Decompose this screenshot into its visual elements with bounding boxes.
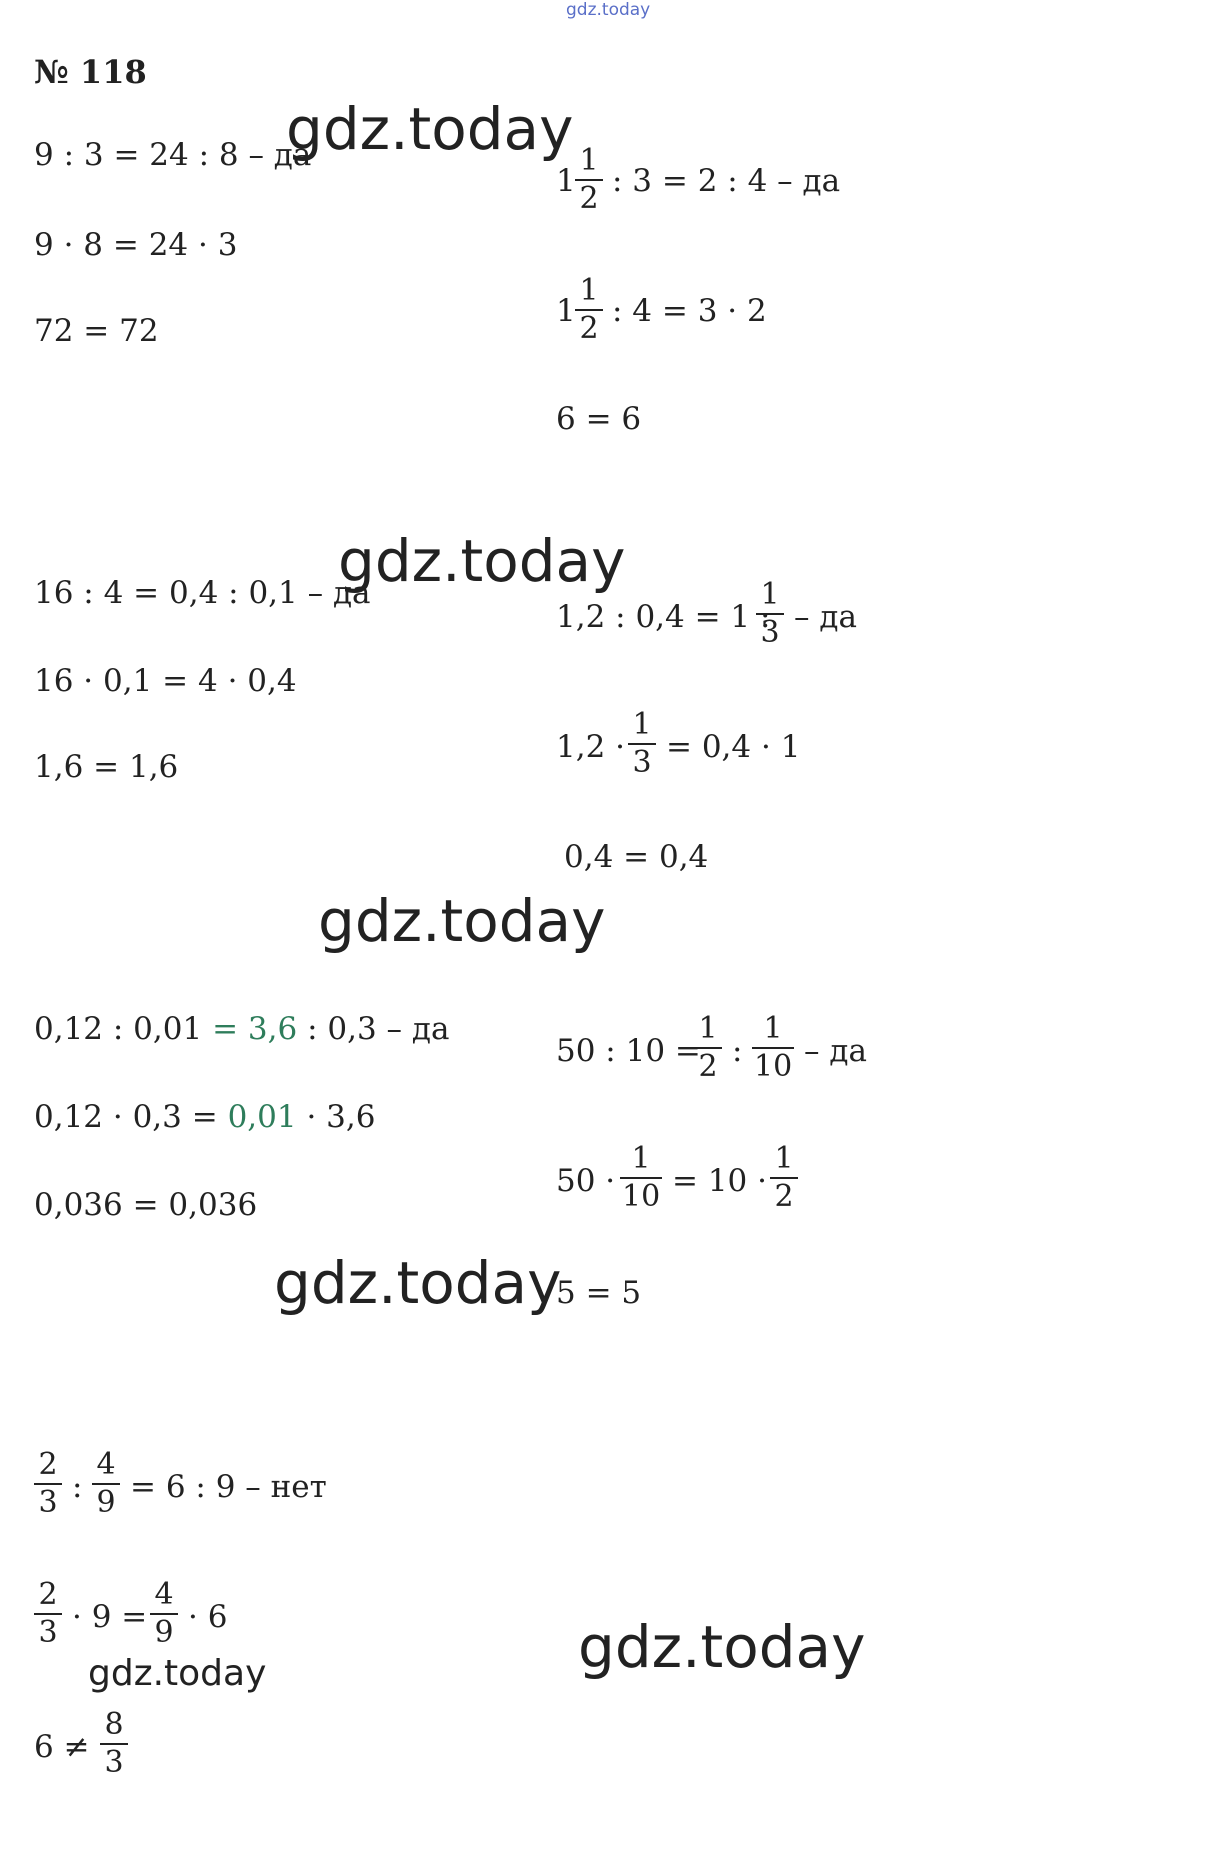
block2-right-l3: 0,4 = 0,4 (564, 839, 709, 875)
fraction: 1 2 (575, 276, 603, 344)
block4-l2-post: · 6 (188, 1599, 228, 1635)
block2-right-l2-pre: 1,2 · (556, 729, 626, 765)
fraction: 1 2 (694, 1014, 722, 1082)
watermark: gdz.today (274, 1249, 562, 1317)
block3-line1: 0,12 : 0,01 = 3,6 : 0,3 – да (34, 1011, 450, 1047)
block3-right-l1-pre: 50 : 10 = (556, 1033, 701, 1069)
fraction: 1 10 (754, 1011, 793, 1084)
watermark: gdz.today (88, 1653, 267, 1694)
watermark: gdz.today (318, 887, 606, 955)
block2-right-l2-post: = 0,4 · 1 (666, 729, 801, 765)
block2-line2: 16 · 0,1 = 4 · 0,4 (34, 663, 297, 699)
block3-right-l2-pre: 50 · (556, 1163, 616, 1199)
block3-right-l1-mid: : (732, 1033, 743, 1069)
block3-right-l1-post: – да (804, 1033, 867, 1069)
block2-right-l1-pre: 1,2 : 0,4 = 1 : (556, 599, 771, 635)
block1-line2: 9 · 8 = 24 · 3 (34, 227, 238, 263)
fraction: 1 2 (770, 1144, 798, 1212)
fraction: 2 3 (34, 1450, 62, 1518)
block2-right-l1-post: – да (794, 599, 857, 635)
block4-l1-mid: : (72, 1469, 83, 1505)
block3-right-l3: 5 = 5 (556, 1275, 642, 1311)
block4-l1-post: = 6 : 9 – нет (130, 1469, 327, 1505)
fraction: 1 3 (628, 710, 656, 778)
fraction: 4 9 (92, 1450, 120, 1518)
block1-line3: 72 = 72 (34, 313, 159, 349)
fraction: 4 9 (150, 1580, 178, 1648)
block3-line2: 0,12 · 0,3 = 0,01 · 3,6 (34, 1099, 376, 1135)
block1-right-l2-rest: : 4 = 3 · 2 (612, 293, 767, 329)
watermark: gdz.today (338, 527, 626, 595)
block1-line1: 9 : 3 = 24 : 8 – да (34, 137, 312, 173)
fraction: 1 2 (575, 146, 603, 214)
top-watermark: gdz.today (566, 0, 651, 20)
block1-right-l1-whole: 1 (556, 163, 576, 199)
block1-right-l3: 6 = 6 (556, 401, 642, 437)
block4-l3-pre: 6 ≠ (34, 1729, 90, 1765)
block3-right-l2-mid: = 10 · (672, 1163, 767, 1199)
fraction: 8 3 (100, 1710, 128, 1778)
watermark: gdz.today (286, 95, 574, 163)
block3-line3: 0,036 = 0,036 (34, 1187, 258, 1223)
fraction: 1 10 (622, 1141, 661, 1214)
fraction: 1 3 (756, 580, 784, 648)
block2-line3: 1,6 = 1,6 (34, 749, 179, 785)
block4-l2-mid: · 9 = (72, 1599, 148, 1635)
block2-line1: 16 : 4 = 0,4 : 0,1 – да (34, 575, 371, 611)
exercise-title: № 118 (34, 53, 147, 91)
fraction: 2 3 (34, 1580, 62, 1648)
watermark: gdz.today (578, 1613, 866, 1681)
block1-right-l2-whole: 1 (556, 293, 576, 329)
block1-right-l1-rest: : 3 = 2 : 4 – да (612, 163, 841, 199)
